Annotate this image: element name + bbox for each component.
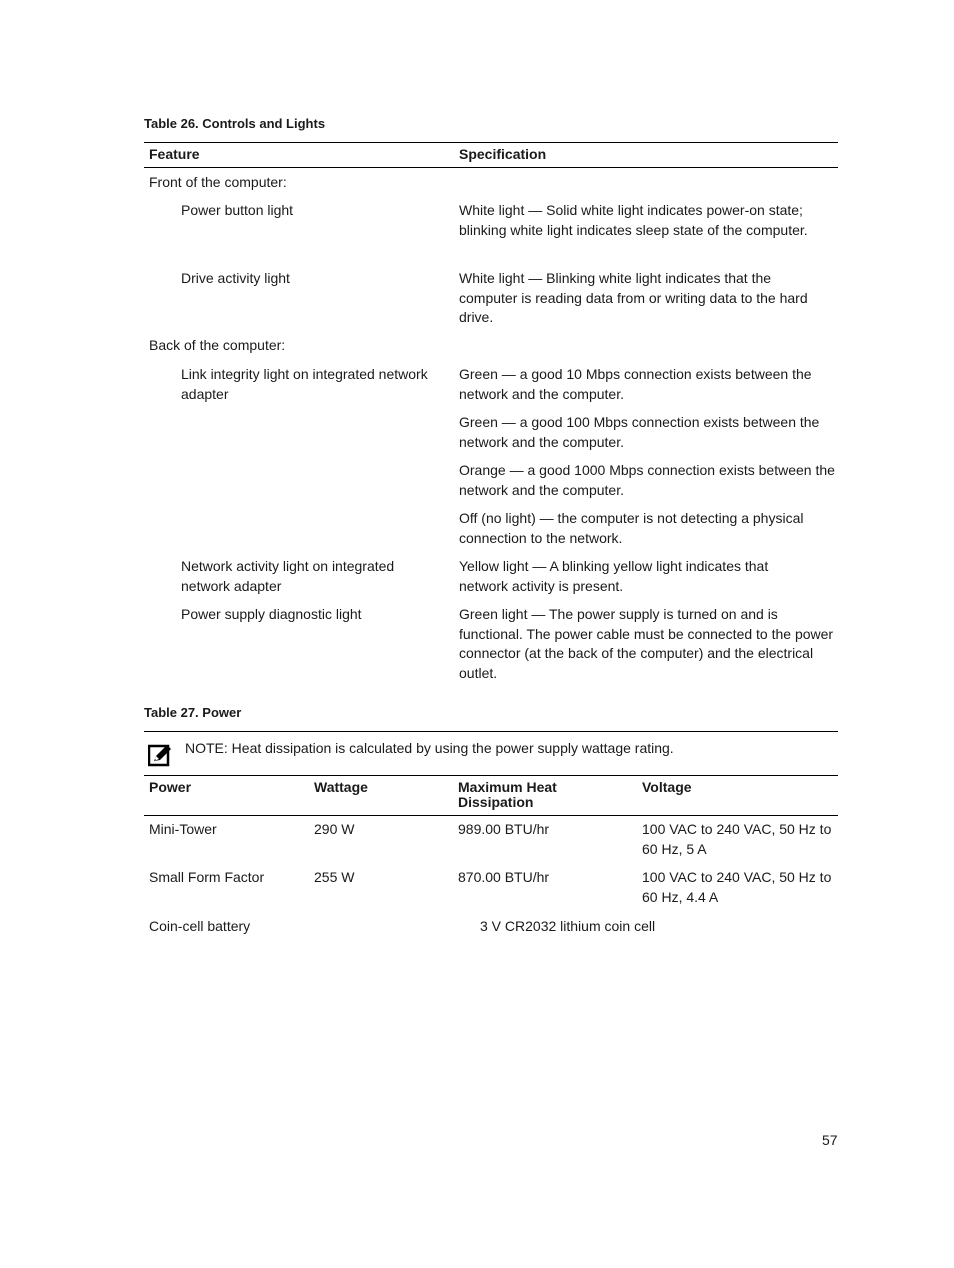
table-27-caption: Table 27. Power <box>144 705 242 720</box>
spec-power-button: White light — Solid white light indicates power-on state; blinking white light indicates sleep state of the computer. <box>459 202 808 238</box>
spec-link-100: Green — a good 100 Mbps connection exists between the network and the computer. <box>459 414 820 450</box>
table-header-rule <box>144 167 838 168</box>
spec-network-activity: Yellow light — A blinking yellow light indicates that network activity is present. <box>459 558 769 594</box>
header-power: Power <box>149 779 192 795</box>
header-feature: Feature <box>149 146 200 162</box>
spec-link-10: Green — a good 10 Mbps connection exists between the network and the computer. <box>459 366 812 402</box>
table-row-voltage: 100 VAC to 240 VAC, 50 Hz to 60 Hz, 4.4 A <box>642 869 832 905</box>
note-text: NOTE: Heat dissipation is calculated by using the power supply wattage rating. <box>185 740 674 756</box>
spec-drive-activity: White light — Blinking white light indicates that the computer is reading data from or writing data to the hard drive. <box>459 270 808 325</box>
table-row-wattage: 290 W <box>314 821 355 837</box>
note-top-rule <box>144 731 838 732</box>
header-specification: Specification <box>459 146 547 162</box>
table-26-caption: Table 26. Controls and Lights <box>144 116 326 131</box>
table-row-voltage: 100 VAC to 240 VAC, 50 Hz to 60 Hz, 5 A <box>642 821 832 857</box>
feature-power-button: Power button light <box>181 202 294 218</box>
spec-link-1000: Orange — a good 1000 Mbps connection exists between the network and the computer. <box>459 462 835 498</box>
table-top-rule <box>144 142 838 143</box>
table-row-wattage: 255 W <box>314 869 355 885</box>
table-row-power: Small Form Factor <box>149 869 265 885</box>
section-back: Back of the computer: <box>149 337 286 353</box>
section-front: Front of the computer: <box>149 174 287 190</box>
power-table-top-rule <box>144 775 838 776</box>
header-heat-dissipation: Maximum Heat Dissipation <box>458 779 557 810</box>
spec-power-supply-diag: Green light — The power supply is turned on and is functional. The power cable must be connected to the power connector (at the back of the computer) and the electrical outlet. <box>459 606 834 681</box>
header-voltage: Voltage <box>642 779 692 795</box>
feature-power-supply-diag: Power supply diagnostic light <box>181 606 362 622</box>
table-row-heat: 989.00 BTU/hr <box>458 821 550 837</box>
feature-drive-activity: Drive activity light <box>181 270 290 286</box>
feature-link-integrity: Link integrity light on integrated network adapter <box>181 366 428 402</box>
spec-link-off: Off (no light) — the computer is not detecting a physical connection to the network. <box>459 510 804 546</box>
table-row-heat: 870.00 BTU/hr <box>458 869 550 885</box>
power-table-header-rule <box>144 815 838 816</box>
header-wattage: Wattage <box>314 779 368 795</box>
feature-network-activity: Network activity light on integrated network adapter <box>181 558 395 594</box>
table-row-power: Mini-Tower <box>149 821 217 837</box>
battery-label: Coin-cell battery <box>149 918 251 934</box>
page-number: 57 <box>822 1132 838 1148</box>
battery-value: 3 V CR2032 lithium coin cell <box>480 918 656 934</box>
note-pencil-icon <box>148 743 172 767</box>
